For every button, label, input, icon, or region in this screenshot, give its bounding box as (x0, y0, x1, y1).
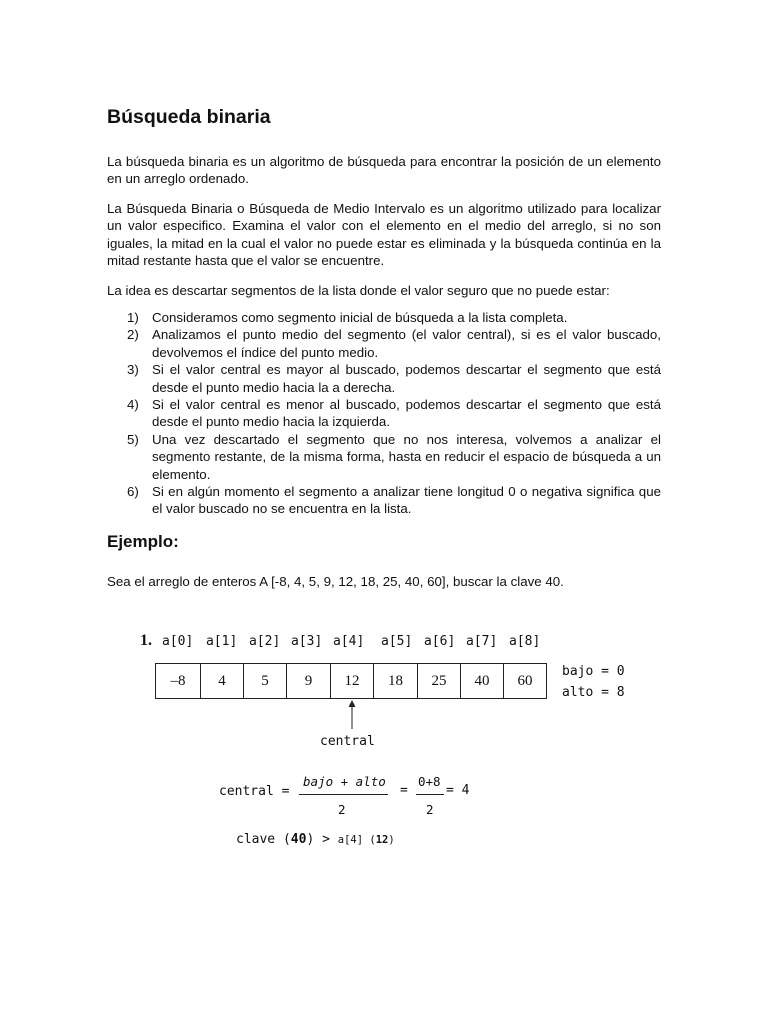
fraction-bar (416, 794, 444, 795)
pointer-arrow-icon (346, 700, 358, 730)
array-index-label: a[3] (291, 634, 323, 649)
array-cell: 40 (461, 664, 504, 699)
array-cell: 9 (287, 664, 331, 699)
array-index-label: a[0] (162, 634, 194, 649)
array-cell: 5 (244, 664, 287, 699)
formula-lhs: central = (219, 784, 290, 799)
list-item: 4) Si el valor central es menor al buscado, podemos descartar el segmento que está desde el punto medio hacia la izquierda. (127, 397, 661, 430)
array-index-label: a[8] (509, 634, 541, 649)
comparison-value: 12 (375, 834, 389, 846)
list-item: 5) Una vez descartado el segmento que no nos interesa, volvemos a analizar el segmento restante, de la misma forma, hasta en reducir el espacio de búsqueda a un elemento. (127, 431, 661, 482)
formula-equals: = (400, 783, 408, 798)
list-item: 6) Si en algún momento el segmento a analizar tiene longitud 0 o negativa significa que el valor buscado no se encuentra en la lista. (127, 484, 661, 517)
figure-step-label: 1. (140, 632, 152, 649)
formula-numerator-values: 0+8 (418, 774, 441, 789)
example-text: Sea el arreglo de enteros A [-8, 4, 5, 9, 12, 18, 25, 40, 60], buscar la clave 40. (107, 574, 564, 589)
formula-denominator: 2 (338, 802, 346, 817)
array-index-label: a[6] (424, 634, 456, 649)
bajo-label: bajo = 0 (562, 664, 625, 679)
array-table (155, 663, 547, 699)
array-index-label: a[2] (249, 634, 281, 649)
formula-denominator-values: 2 (426, 802, 434, 817)
array-cell: 12 (331, 664, 374, 699)
formula-numerator: bajo + alto (303, 774, 386, 789)
table-row (156, 664, 547, 699)
page-title: Búsqueda binaria (107, 106, 271, 128)
fraction-bar (299, 794, 388, 795)
comparison-line: clave (40) > a[4] (12) (236, 832, 395, 847)
array-cell: –8 (156, 664, 201, 699)
array-index-label: a[1] (206, 634, 238, 649)
list-item: 1) Consideramos como segmento inicial de búsqueda a la lista completa. (127, 310, 568, 325)
example-heading: Ejemplo: (107, 532, 179, 551)
alto-label: alto = 8 (562, 685, 625, 700)
array-cell: 4 (201, 664, 244, 699)
array-index-label: a[7] (466, 634, 498, 649)
intro-paragraph: La búsqueda binaria es un algoritmo de búsqueda para encontrar la posición de un elemento en un arreglo ordenado. (107, 154, 661, 187)
list-item: 2) Analizamos el punto medio del segmento (el valor central), si es el valor buscado, devolvemos el índice del punto medio. (127, 327, 661, 360)
comparison-key: 40 (290, 832, 307, 847)
array-cell: 18 (374, 664, 418, 699)
description-paragraph: La Búsqueda Binaria o Búsqueda de Medio Intervalo es un algoritmo utilizado para localizar un valor especifico. Examina el valor con el elemento en el medio del arreglo, si no son iguales, la mitad en la cual el valor no puede estar es eliminada y la búsqueda continúa en la mitad restante hasta que el valor se encuentre. (107, 201, 661, 269)
comparison-element: a[4] ( (337, 834, 376, 846)
central-label: central (320, 734, 375, 749)
steps-list (107, 309, 661, 518)
array-index-label: a[5] (381, 634, 413, 649)
list-item: 3) Si el valor central es mayor al buscado, podemos descartar el segmento que está desde el punto medio hacia la a derecha. (127, 362, 661, 395)
idea-paragraph: La idea es descartar segmentos de la lista donde el valor seguro que no puede estar: (107, 283, 610, 298)
array-index-label: a[4] (333, 634, 365, 649)
formula-result: = 4 (446, 783, 470, 798)
array-cell: 60 (504, 664, 547, 699)
array-cell: 25 (418, 664, 461, 699)
